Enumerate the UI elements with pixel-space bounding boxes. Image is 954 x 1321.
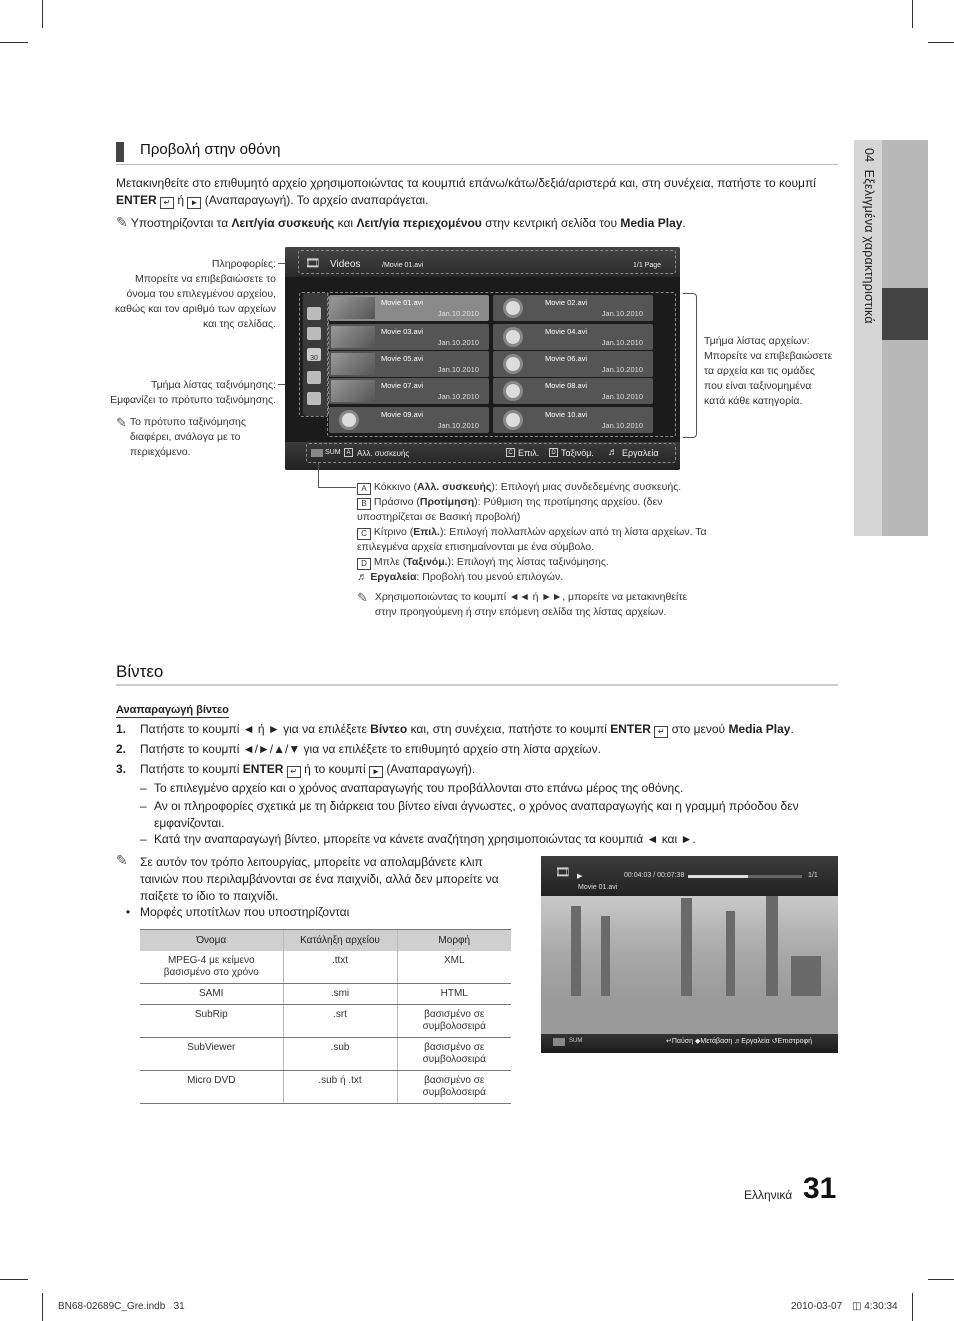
- info-callout: Πληροφορίες: Μπορείτε να επιβεβαιώσετε το όνομα του επιλεγμένου αρχείου, καθώς και τον αριθμό των αρχείων και της σελίδας.: [114, 258, 276, 330]
- step-2: 2. Πατήστε το κουμπί ◄/►/▲/▼ για να επιλέξετε το επιθυμητό αρχείο στη λίστα αρχείων.: [116, 742, 601, 756]
- table-cell: βασισμένο σε συμβολοσειρά: [397, 1071, 511, 1104]
- file-tile-movie-09[interactable]: Movie 09.avi Jan.10.2010: [329, 407, 489, 433]
- table-cell: MPEG-4 με κείμενο βασισμένο στο χρόνο: [140, 951, 283, 984]
- print-date: 2010-03-07: [791, 1301, 843, 1312]
- info-highlight: [298, 250, 676, 274]
- subtitle-formats-table: [140, 929, 511, 1104]
- screen-title: Videos: [330, 259, 361, 270]
- footer-language: Ελληνικά: [744, 1188, 793, 1202]
- page-nav-note: ✎ Χρησιμοποιώντας το κουμπί ◄◄ ή ►►, μπορείτε να μετακινηθείτε στην προηγούμενη ή στην επόμενη σελίδα της λίστας αρχείων.: [357, 590, 688, 618]
- file-list-callout: Τμήμα λίστας αρχείων: Μπορείτε να επιβεβαιώσετε τα αρχεία και τις ομάδες που είναι ταξινομημένα κατά κάθε κατηγορία.: [704, 335, 833, 407]
- enter-icon: ↵: [666, 1038, 672, 1045]
- step-3-bullet-2: – Αν οι πληροφορίες σχετικά με τη διάρκεια του βίντεο είναι άγνωστες, ο χρόνος αναπαραγωγής και η γραμμή πρόοδου δεν εμφανίζονται.: [140, 799, 799, 830]
- video-section-title: Βίντεο: [116, 662, 164, 681]
- table-cell: Micro DVD: [140, 1071, 283, 1104]
- chapter-title: Εξελιγμένα χαρακτηριστικά: [862, 169, 876, 324]
- table-cell: .srt: [283, 1005, 397, 1038]
- progress-bar[interactable]: [688, 875, 802, 878]
- sum-label: SUM: [325, 449, 341, 456]
- playback-controls: [666, 1037, 812, 1045]
- b-key-icon: B: [357, 498, 371, 510]
- sort-button[interactable]: Ταξινόμ.: [561, 448, 594, 458]
- pause-button[interactable]: Παύση: [671, 1038, 694, 1045]
- table-cell: .sub ή .txt: [283, 1071, 397, 1104]
- note-pencil-icon: ✎: [116, 415, 127, 430]
- section-rule: [116, 164, 838, 165]
- sort-list-highlight: [299, 292, 329, 417]
- table-row: [140, 951, 511, 984]
- screen-page: 1/1 Page: [633, 262, 662, 269]
- file-tile-movie-01[interactable]: Movie 01.avi Jan.10.2010: [329, 295, 489, 321]
- table-row: [140, 1071, 511, 1104]
- note-pencil-icon: ✎: [116, 214, 128, 230]
- play-icon: ►: [187, 197, 201, 209]
- tools-button[interactable]: Εργαλεία: [622, 448, 659, 458]
- table-cell: .ttxt: [283, 951, 397, 984]
- print-time: ◫ 4:30:34: [852, 1301, 898, 1312]
- return-button[interactable]: Επιστροφή: [777, 1038, 812, 1045]
- intro-paragraph: Μετακινηθείτε στο επιθυμητό αρχείο χρησιμοποιώντας τα κουμπιά επάνω/κάτω/δεξιά/αριστερά και, στη συνέχεια, πατήστε το κουμπί ENTER ↵ ή ► (Αναπαραγωγή). Το αρχείο αναπαράγεται.: [116, 176, 816, 207]
- step-3: 3. Πατήστε το κουμπί ENTER ↵ ή το κουμπί ► (Αναπαραγωγή).: [116, 762, 476, 776]
- select-button[interactable]: Επιλ.: [518, 448, 540, 458]
- step-3-bullet-1: – Το επιλεγμένο αρχείο και ο χρόνος αναπαραγωγής του προβάλλονται στο επάνω μέρος της οθόνης.: [140, 781, 684, 795]
- file-tile-movie-02[interactable]: Movie 02.avi Jan.10.2010: [493, 295, 653, 321]
- page-number: 31: [803, 1172, 837, 1205]
- jump-icon: ◆: [694, 1038, 701, 1045]
- table-header-row: [140, 930, 511, 951]
- tools-icon: ♬: [357, 571, 368, 583]
- d-button-icon: D: [549, 448, 558, 457]
- buttons-leader-h: [318, 487, 356, 488]
- playing-filename: Movie 01.avi: [578, 884, 618, 891]
- screen-path: /Movie 01.avi: [382, 262, 424, 269]
- tools-icon: ♬: [734, 1038, 742, 1045]
- section-rule: [116, 684, 838, 686]
- table-cell: βασισμένο σε συμβολοσειρά: [397, 1005, 511, 1038]
- mode-note: ✎ Υποστηρίζονται τα Λειτ/γία συσκευής και Λειτ/γία περιεχομένου στην κεντρική σελίδα του Media Play.: [116, 214, 686, 230]
- note-pencil-icon: ✎: [116, 852, 128, 868]
- chapter-number: 04: [862, 148, 876, 163]
- file-list-bracket: [683, 293, 697, 438]
- game-note: ✎ Σε αυτόν τον τρόπο λειτουργίας, μπορείτε να απολαμβάνετε κλιπ ταινιών που περιλαμβάνονται σε ένα παιχνίδι, αλλά δεν μπορείτε να παίξετε το ίδιο το παιχνίδι.: [116, 852, 499, 903]
- a-button-icon: A: [344, 448, 353, 457]
- step-3-bullet-3: – Κατά την αναπαραγωγή βίντεο, μπορείτε να κάνετε αναζήτηση χρησιμοποιώντας τα κουμπιά ◄ και ►.: [140, 832, 696, 846]
- note-pencil-icon: ✎: [357, 590, 368, 605]
- column-header: Κατάληξη αρχείου: [283, 930, 397, 951]
- file-count: 1/1: [808, 872, 818, 879]
- file-tile-movie-06[interactable]: Movie 06.avi Jan.10.2010: [493, 351, 653, 377]
- step-1: 1. Πατήστε το κουμπί ◄ ή ► για να επιλέξετε Βίντεο και, στη συνέχεια, πατήστε το κουμπί ENTER ↵ στο μενού Media Play.: [116, 722, 794, 736]
- clock-icon: ◫: [852, 1301, 862, 1312]
- c-key-icon: C: [357, 528, 371, 540]
- table-cell: βασισμένο σε συμβολοσειρά: [397, 1038, 511, 1071]
- table-cell: .smi: [283, 984, 397, 1005]
- file-tile-movie-03[interactable]: Movie 03.avi Jan.10.2010: [329, 324, 489, 350]
- jump-button[interactable]: Μετάβαση: [700, 1038, 733, 1045]
- print-file-info: BN68-02689C_Gre.indb 31: [58, 1301, 185, 1312]
- section-marker: [116, 142, 124, 162]
- table-cell: SubRip: [140, 1005, 283, 1038]
- section-title-display: Προβολή στην οθόνη: [140, 141, 281, 158]
- change-device-button[interactable]: Αλλ. συσκευής: [357, 449, 410, 458]
- sum-label: SUM: [569, 1038, 583, 1044]
- buttons-legend: A Κόκκινο (Αλλ. συσκευής): Επιλογή μιας συνδεδεμένης συσκευής. B Πράσινο (Προτίμηση): Ρύθμιση της προτίμησης αρχείου. (δεν υποστηρίζεται σε Βασική προβολή) C Κίτρινο (Επιλ.): Επιλογή πολλαπλών αρχείων από τη λίστα αρχείων. Τα επιλεγμένα αρχεία επισημαίνονται με ένα σύμβολο. D Μπλε (Ταξινόμ.): Επιλογή της λίστας ταξινόμησης. ♬ Εργαλεία: Προβολή του μενού επιλογών.: [357, 481, 707, 583]
- column-header: Μορφή: [397, 930, 511, 951]
- video-playback-screen: [541, 856, 838, 1053]
- sort-callout: Τμήμα λίστας ταξινόμησης: Εμφανίζει το πρότυπο ταξινόμησης.: [110, 379, 276, 406]
- play-status-icon: ▶: [577, 873, 583, 880]
- file-tile-movie-10[interactable]: Movie 10.avi Jan.10.2010: [493, 407, 653, 433]
- c-button-icon: C: [506, 448, 515, 457]
- enter-icon: ↵: [654, 726, 668, 738]
- play-icon: ►: [369, 766, 383, 778]
- table-row: [140, 984, 511, 1005]
- video-playback-subhead: Αναπαραγωγή βίντεο: [116, 704, 229, 716]
- file-tile-movie-07[interactable]: Movie 07.avi Jan.10.2010: [329, 378, 489, 404]
- file-list-highlight: [327, 292, 676, 437]
- return-icon: ↺: [771, 1038, 778, 1045]
- file-tile-movie-04[interactable]: Movie 04.avi Jan.10.2010: [493, 324, 653, 350]
- table-cell: HTML: [397, 984, 511, 1005]
- video-frame: [541, 896, 838, 1034]
- table-row: [140, 1038, 511, 1071]
- d-key-icon: D: [357, 558, 371, 570]
- table-cell: XML: [397, 951, 511, 984]
- table-row: [140, 1005, 511, 1038]
- enter-icon: ↵: [287, 766, 301, 778]
- table-cell: SAMI: [140, 984, 283, 1005]
- buttons-highlight: [306, 443, 676, 463]
- video-icon: 🎞: [555, 865, 571, 879]
- calendar-icon[interactable]: 30: [307, 348, 321, 361]
- table-cell: .sub: [283, 1038, 397, 1071]
- device-icon: [553, 1038, 565, 1046]
- buttons-leader-v: [318, 463, 319, 487]
- tools-icon: ♬: [608, 447, 618, 458]
- file-tile-movie-08[interactable]: Movie 08.avi Jan.10.2010: [493, 378, 653, 404]
- formats-bullet: • Μορφές υποτίτλων που υποστηρίζονται: [125, 905, 350, 919]
- enter-icon: ↵: [160, 197, 174, 209]
- sort-note: ✎ Το πρότυπο ταξινόμησης διαφέρει, ανάλογα με το περιεχόμενο.: [116, 415, 246, 458]
- playback-time: 00:04:03 / 00:07:38: [624, 872, 685, 879]
- table-cell: SubViewer: [140, 1038, 283, 1071]
- column-header: Όνομα: [140, 930, 283, 951]
- a-key-icon: A: [357, 483, 371, 495]
- video-icon: 🎞: [305, 256, 321, 270]
- tools-button[interactable]: Εργαλεία: [741, 1038, 770, 1045]
- file-tile-movie-05[interactable]: Movie 05.avi Jan.10.2010: [329, 351, 489, 377]
- chapter-side-label: [862, 148, 876, 324]
